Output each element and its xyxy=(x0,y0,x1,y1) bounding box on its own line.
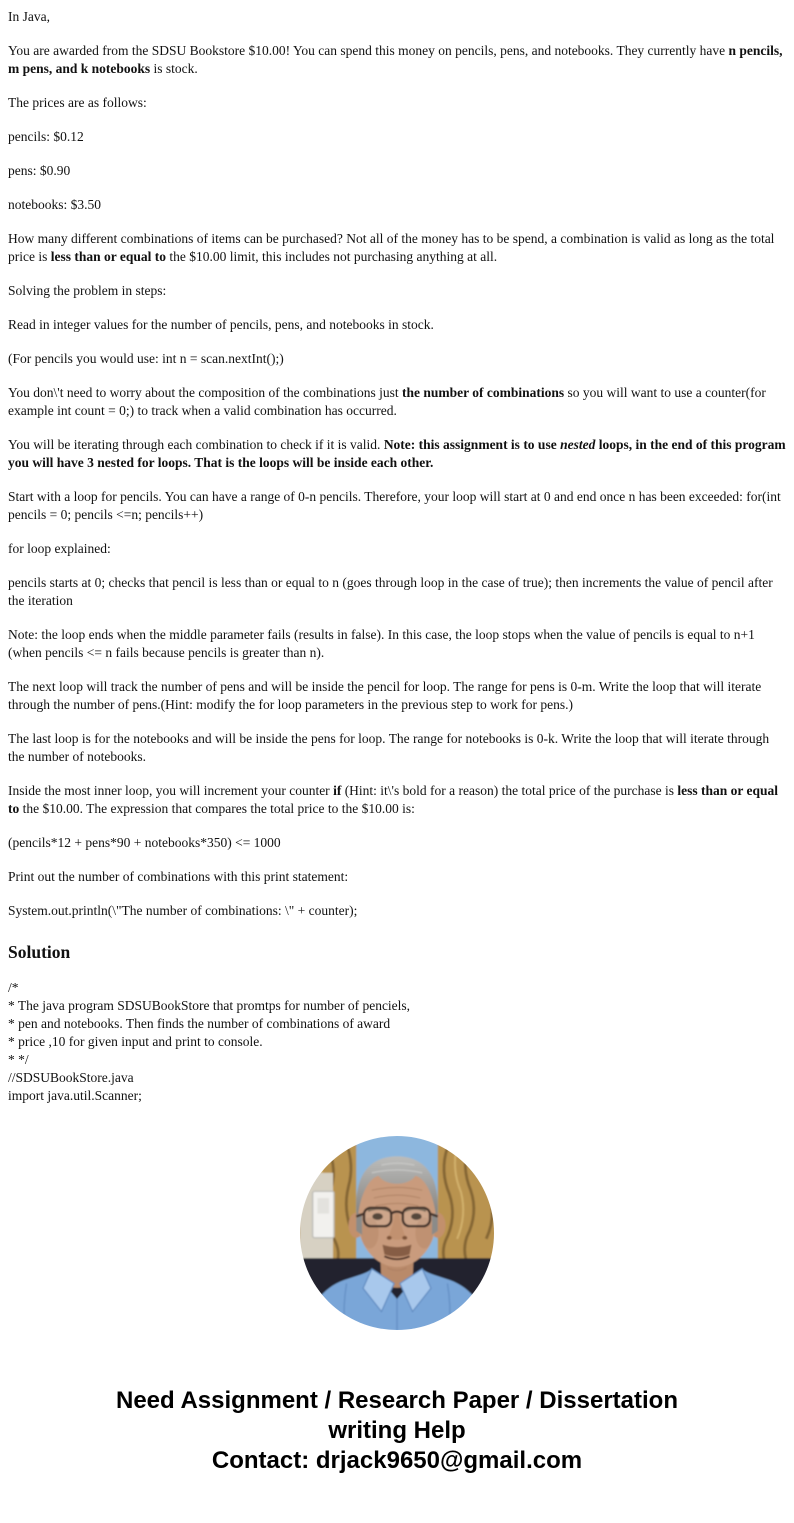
footer-banner xyxy=(8,1386,786,1476)
text-run: How many different combinations of items can be purchased? Not all of the money has to be spend, a combination is valid as long as the total price is xyxy=(8,231,775,264)
bold-text-run: if xyxy=(333,783,342,798)
paragraph xyxy=(8,678,786,714)
paragraph xyxy=(8,834,786,852)
paragraph xyxy=(8,282,786,300)
paragraph xyxy=(8,94,786,112)
text-run: You will be iterating through each combination to check if it is valid. xyxy=(8,437,384,452)
paragraph xyxy=(8,128,786,146)
paragraph xyxy=(8,488,786,524)
bold-text-run: less than or equal to xyxy=(50,249,167,264)
solution-heading: Solution xyxy=(8,942,71,962)
text-run: The last loop is for the notebooks and will be inside the pens for loop. The range for notebooks is 0-k. Write the loop that will iterate through the number of notebooks. xyxy=(8,731,770,764)
paragraph xyxy=(8,868,786,886)
footer-line: Need Assignment / Research Paper / Dissertation xyxy=(116,1387,678,1414)
code-line: * The java program SDSUBookStore that promtps for number of penciels, xyxy=(8,998,411,1013)
paragraph xyxy=(8,626,786,662)
text-run: Note: the loop ends when the middle parameter fails (results in false). In this case, the loop stops when the value of pencils is equal to n+1 (when pencils <= n fails because pencils is greater than n). xyxy=(8,627,755,660)
bold-text-run: Note: this assignment is to use xyxy=(383,437,561,452)
paragraph xyxy=(8,8,786,26)
bold-text-run: the number of combinations xyxy=(402,385,565,400)
text-run: (pencils*12 + pens*90 + notebooks*350) <= 1000 xyxy=(8,835,281,850)
code-line: import java.util.Scanner; xyxy=(8,1088,142,1103)
code-line: * price ,10 for given input and print to console. xyxy=(8,1034,263,1049)
paragraph xyxy=(8,540,786,558)
paragraph xyxy=(8,730,786,766)
text-run: pencils starts at 0; checks that pencil is less than or equal to n (goes through loop in the case of true); then increments the value of pencil after the iteration xyxy=(8,575,773,608)
text-run: notebooks: $3.50 xyxy=(8,197,101,212)
paragraph xyxy=(8,436,786,472)
bold-text-run: n pencils, m pens, and k notebooks xyxy=(8,43,783,76)
text-run: Read in integer values for the number of pencils, pens, and notebooks in stock. xyxy=(8,317,434,332)
portrait-illustration xyxy=(300,1136,494,1330)
paragraph xyxy=(8,782,786,818)
text-run: so you will want to use a counter(for example int count = 0;) to track when a valid combination has occurred. xyxy=(8,385,766,418)
text-run: pencils: $0.12 xyxy=(8,129,84,144)
text-run: for loop explained: xyxy=(8,541,111,556)
code-comment-block xyxy=(8,979,786,1105)
paragraph xyxy=(8,902,786,920)
text-run: Inside the most inner loop, you will increment your counter xyxy=(8,783,334,798)
text-run: System.out.println(\"The number of combinations: \" + counter); xyxy=(8,903,358,918)
paragraph xyxy=(8,196,786,214)
text-run: the $10.00 limit, this includes not purchasing anything at all. xyxy=(166,249,498,264)
bold-text-run: loops, in the end of this program you will have 3 nested for loops. That is the loops will be inside each other. xyxy=(8,437,786,470)
paragraph xyxy=(8,230,786,266)
bold-text-run: nested xyxy=(560,437,596,452)
text-run: pens: $0.90 xyxy=(8,163,71,178)
bold-text-run: less than or equal to xyxy=(8,783,779,816)
text-run: Start with a loop for pencils. You can have a range of 0-n pencils. Therefore, your loop will start at 0 and end once n has been exceeded: for(int pencils = 0; pencils <=n; pencils++) xyxy=(8,489,781,522)
text-run: Print out the number of combinations with this print statement: xyxy=(8,869,349,884)
text-run: is stock. xyxy=(150,61,198,76)
paragraph xyxy=(8,162,786,180)
code-line: * pen and notebooks. Then finds the number of combinations of award xyxy=(8,1016,391,1031)
paragraph xyxy=(8,316,786,334)
paragraph-list xyxy=(8,8,786,920)
text-run: Solving the problem in steps: xyxy=(8,283,167,298)
text-run: The prices are as follows: xyxy=(8,95,147,110)
text-run: (Hint: it\'s bold for a reason) the total price of the purchase is xyxy=(341,783,678,798)
portrait-photo xyxy=(300,1136,494,1330)
paragraph xyxy=(8,350,786,368)
text-run: You don\'t need to worry about the composition of the combinations just xyxy=(8,385,403,400)
text-run: the $10.00. The expression that compares the total price to the $10.00 is: xyxy=(19,801,415,816)
paragraph xyxy=(8,42,786,78)
contact-line: Contact: drjack9650@gmail.com xyxy=(211,1447,583,1474)
code-line: //SDSUBookStore.java xyxy=(8,1070,134,1085)
text-run: In Java, xyxy=(8,9,50,24)
text-run: The next loop will track the number of pens and will be inside the pencil for loop. The range for pens is 0-m. Write the loop that will iterate through the number of pens.(Hint: modify the for loop parameters in the previous step to work for pens.) xyxy=(8,679,762,712)
paragraph xyxy=(8,574,786,610)
code-line: * */ xyxy=(8,1052,29,1067)
footer-line: writing Help xyxy=(328,1417,466,1444)
text-run: You are awarded from the SDSU Bookstore $10.00! You can spend this money on pencils, pens, and notebooks. They currently have xyxy=(8,43,729,58)
code-line: /* xyxy=(8,980,19,995)
paragraph xyxy=(8,384,786,420)
text-run: (For pencils you would use: int n = scan.nextInt();) xyxy=(8,351,284,366)
